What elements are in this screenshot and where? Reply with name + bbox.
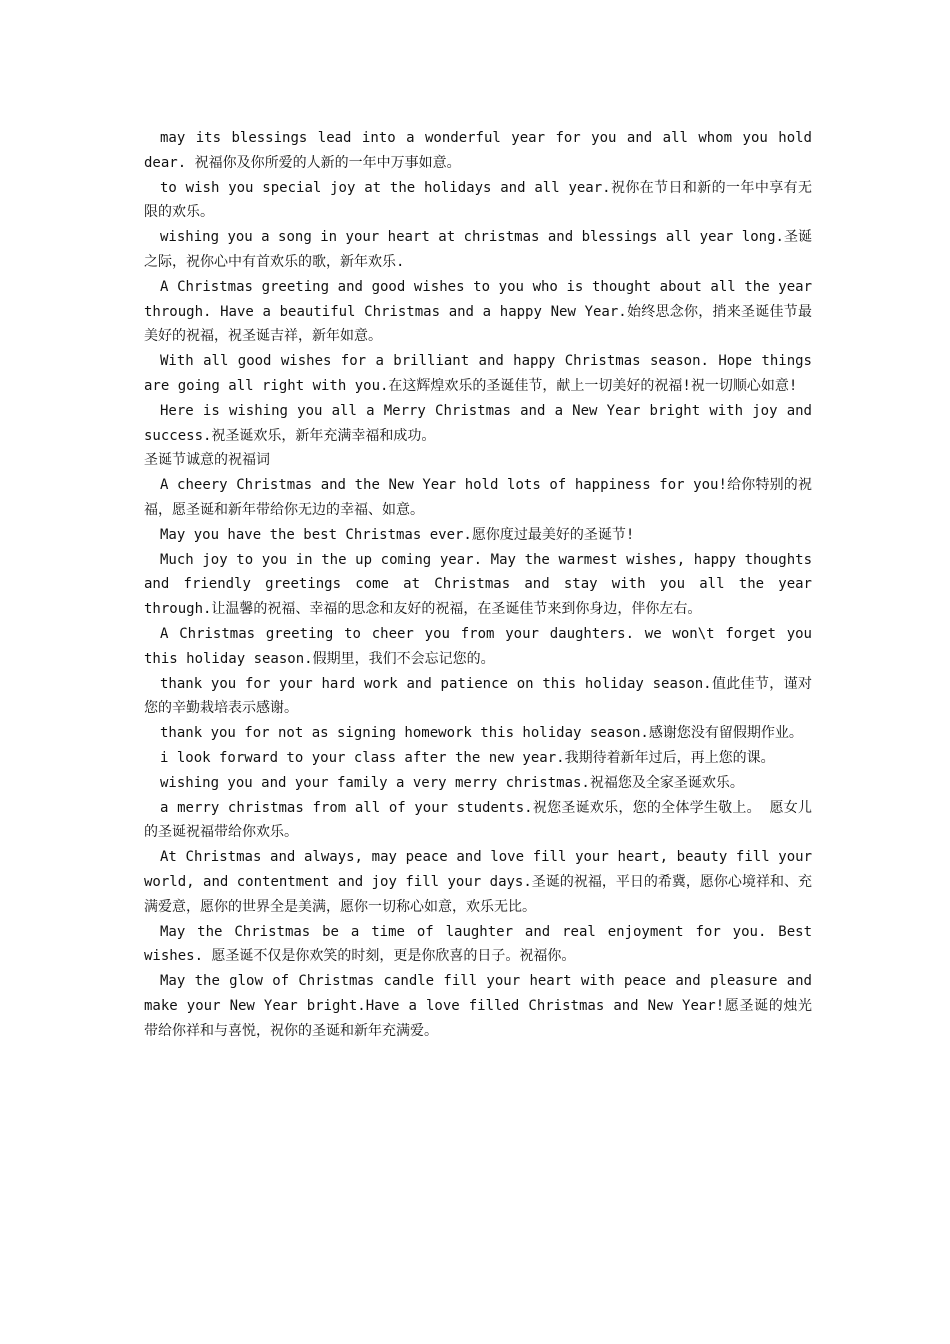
document-body — [144, 126, 812, 1043]
paragraph: May you have the best Christmas ever.愿你度过最美好的圣诞节! — [160, 526, 635, 543]
section-heading: 圣诞节诚意的祝福词 — [144, 452, 270, 469]
paragraph: May the Christmas be a time of laughter and real enjoyment for you. Best wishes. 愿圣诞不仅是你欢笑的时刻，更是你欣喜的日子。祝福你。 — [144, 923, 812, 965]
paragraph: thank you for not as signing homework this holiday season.感谢您没有留假期作业。 — [160, 725, 803, 742]
paragraph: to wish you special joy at the holidays and all year.祝你在节日和新的一年中享有无限的欢乐。 — [144, 179, 812, 221]
paragraph: Here is wishing you all a Merry Christmas and a New Year bright with joy and success.祝圣诞欢乐，新年充满幸福和成功。 — [144, 402, 812, 444]
paragraph: a merry christmas from all of your students.祝您圣诞欢乐，您的全体学生敬上。 愿女儿的圣诞祝福带给你欢乐。 — [144, 799, 812, 841]
paragraph: wishing you and your family a very merry christmas.祝福您及全家圣诞欢乐。 — [160, 774, 744, 791]
paragraph: With all good wishes for a brilliant and happy Christmas season. Hope things are going all right with you.在这辉煌欢乐的圣诞佳节，献上一切美好的祝福!祝一切顺心如意! — [144, 353, 812, 394]
paragraph: wishing you a song in your heart at christmas and blessings all year long.圣诞之际，祝你心中有首欢乐的歌，新年欢乐. — [144, 229, 812, 270]
paragraph: May the glow of Christmas candle fill your heart with peace and pleasure and make your New Year bright.Have a love filled Christmas and New Year!愿圣诞的烛光带给你祥和与喜悦，祝你的圣诞和新年充满爱。 — [144, 973, 812, 1039]
paragraph: A cheery Christmas and the New Year hold lots of happiness for you!给你特别的祝福，愿圣诞和新年带给你无边的幸福、如意。 — [144, 477, 812, 518]
paragraph: A Christmas greeting to cheer you from your daughters. we won\t forget you this holiday season.假期里，我们不会忘记您的。 — [144, 625, 812, 667]
paragraph: may its blessings lead into a wonderful year for you and all whom you hold dear. 祝福你及你所爱的人新的一年中万事如意。 — [144, 130, 812, 171]
paragraph: i look forward to your class after the new year.我期待着新年过后，再上您的课。 — [160, 749, 775, 766]
paragraph: A Christmas greeting and good wishes to you who is thought about all the year through. Have a beautiful Christmas and a happy New Year.始终思念你，捎来圣诞佳节最美好的祝福，祝圣诞吉祥，新年如意。 — [144, 278, 812, 345]
paragraph: At Christmas and always, may peace and love fill your heart, beauty fill your world, and contentment and joy fill your days.圣诞的祝福，平日的希冀，愿你心境祥和、充满爱意，愿你的世界全是美满，愿你一切称心如意，欢乐无比。 — [144, 849, 812, 915]
paragraph: Much joy to you in the up coming year. May the warmest wishes, happy thoughts and friendly greetings come at Christmas and stay with you all the year through.让温馨的祝福、幸福的思念和友好的祝福，在圣诞佳节来到你身边，伴你左右。 — [144, 551, 812, 618]
paragraph: thank you for your hard work and patience on this holiday season.值此佳节，谨对您的辛勤栽培表示感谢。 — [144, 675, 812, 717]
